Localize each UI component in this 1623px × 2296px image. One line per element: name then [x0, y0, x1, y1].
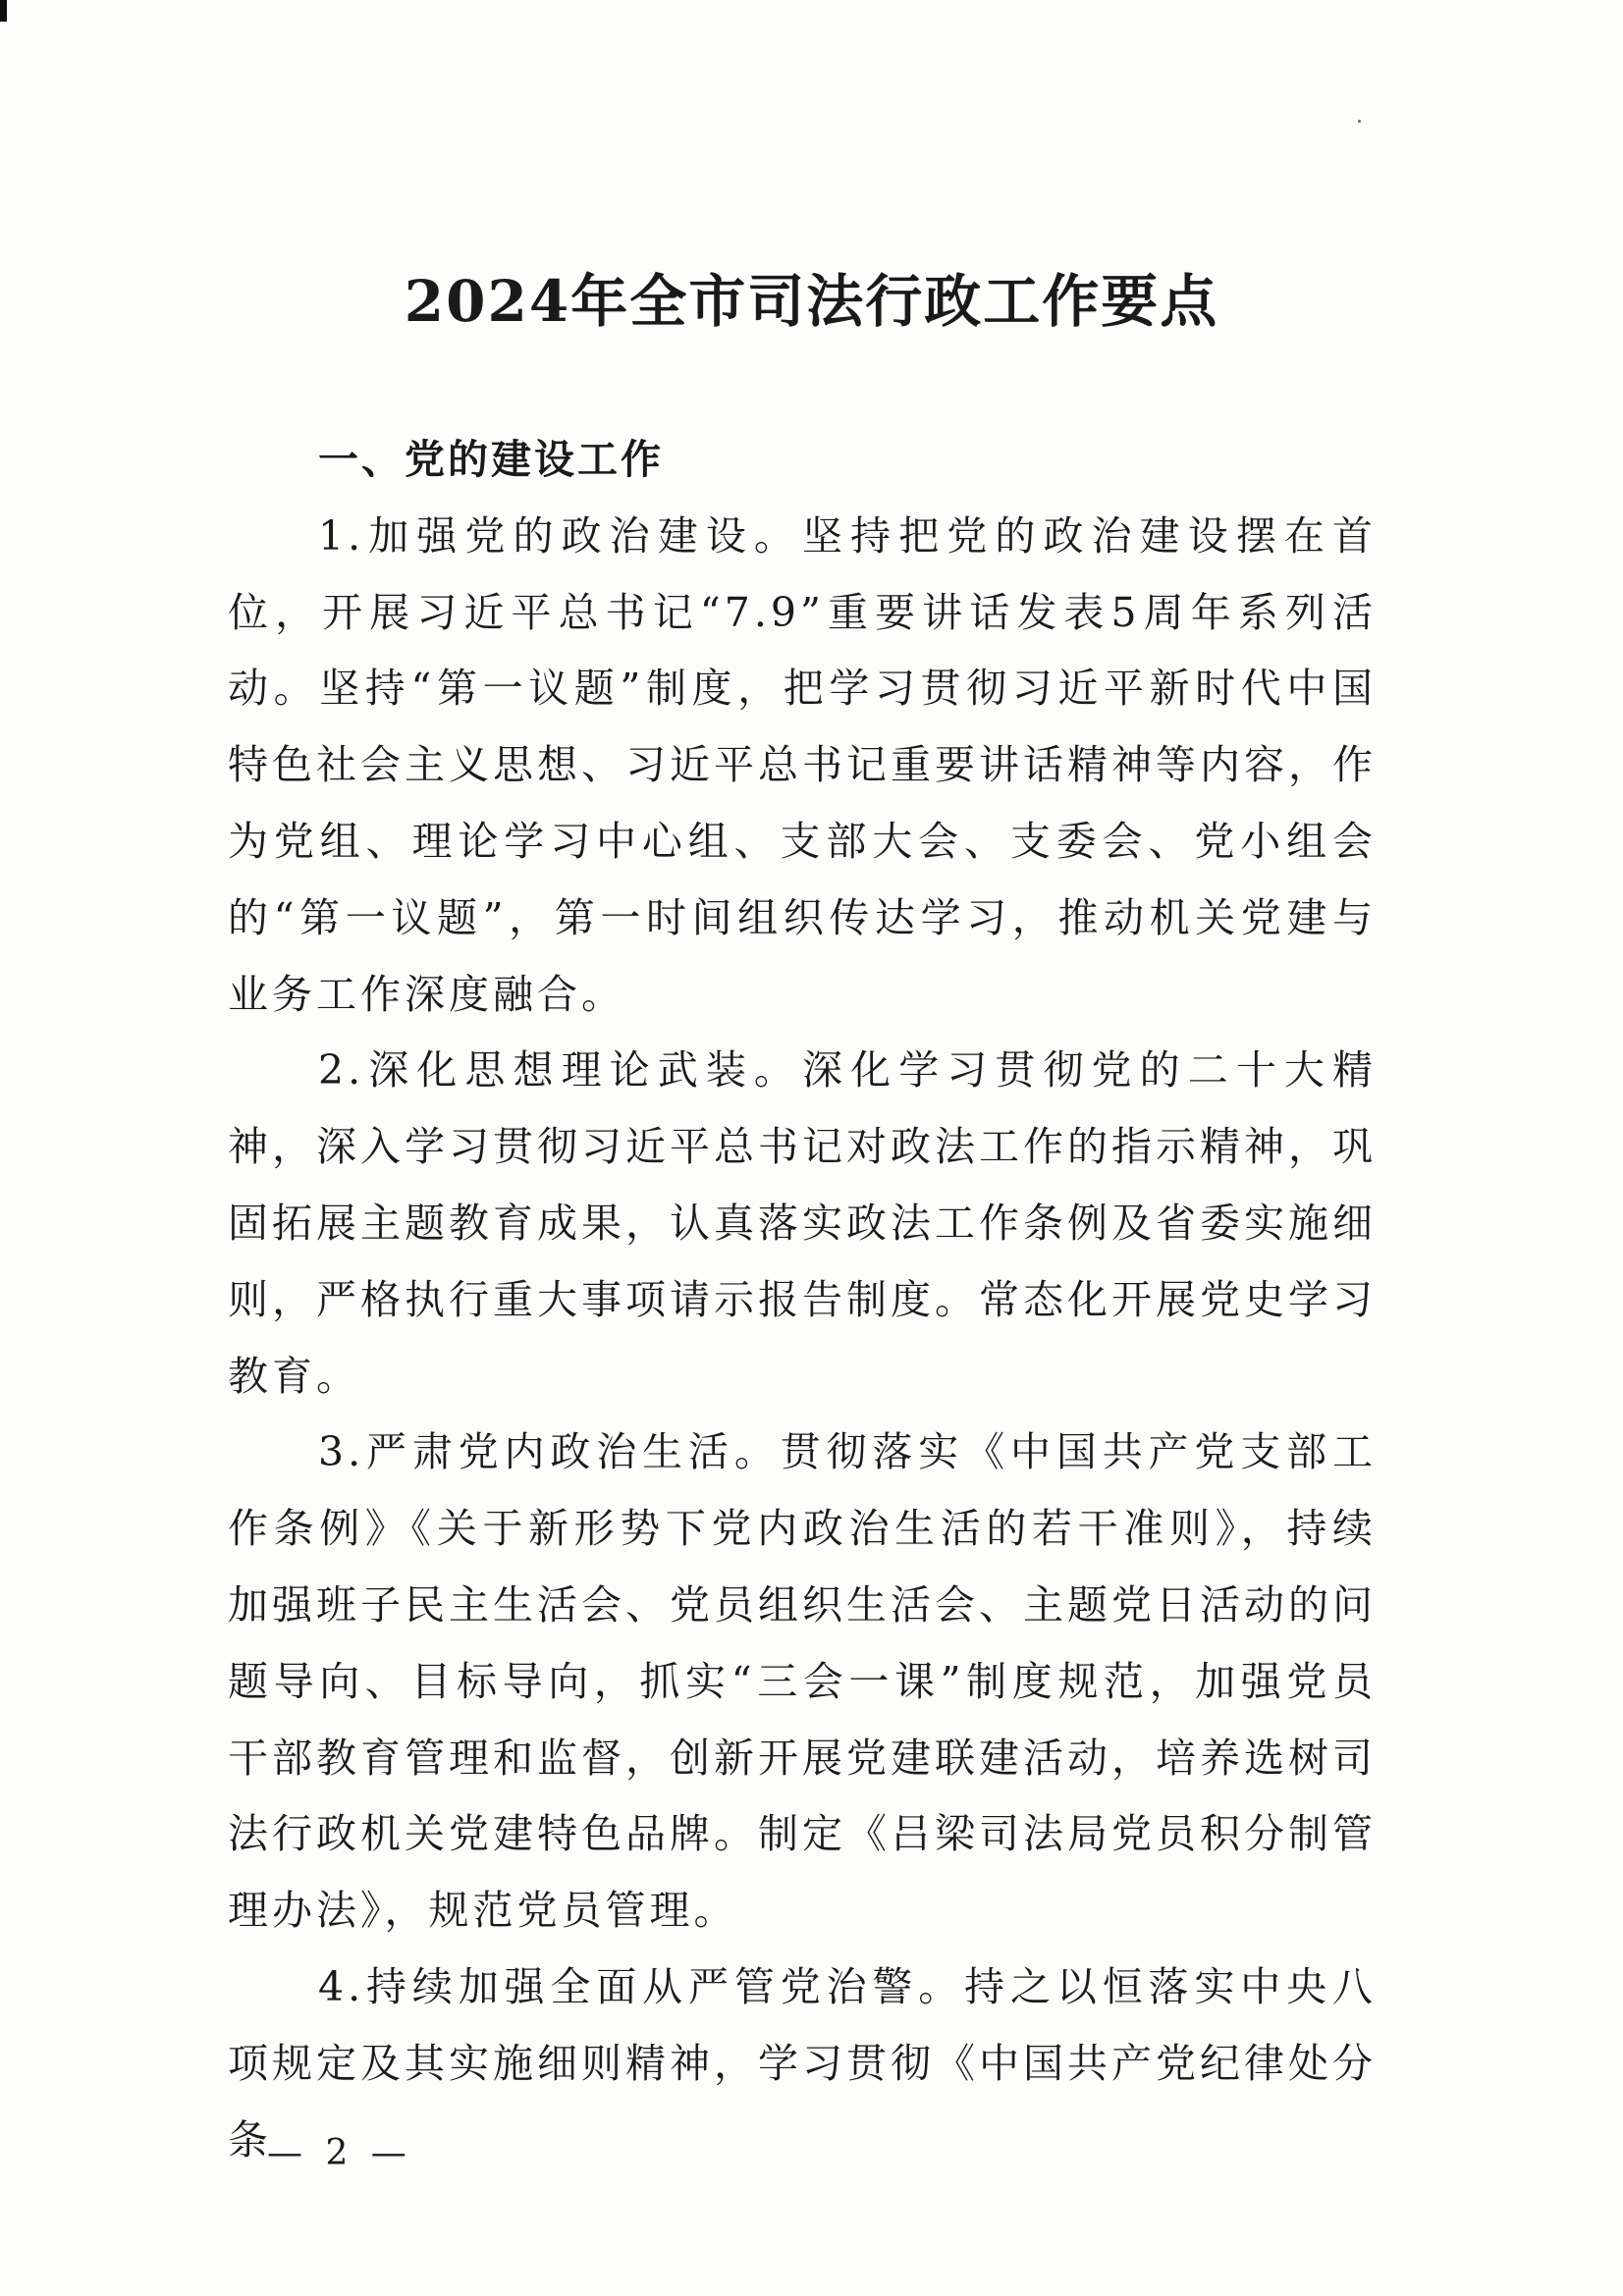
document-body: [228, 422, 1377, 2178]
document-title: 2024年全市司法行政工作要点: [404, 268, 1219, 335]
paragraph-4: 4.持续加强全面从严管党治警。持之以恒落实中央八项规定及其实施细则精神，学习贯彻《中国共产党纪律处分条: [228, 1962, 1377, 2163]
paragraph-1: 1.加强党的政治建设。坚持把党的政治建设摆在首位，开展习近平总书记“7.9”重要讲话发表5周年系列活动。坚持“第一议题”制度，把学习贯彻习近平新时代中国特色社会主义思想、习近平总书记重要讲话精神等内容，作为党组、理论学习中心组、支部大会、支委会、党小组会的“第一议题”，第一时间组织传达学习，推动机关党建与业务工作深度融合。: [228, 511, 1377, 1018]
section-heading: 一、党的建设工作: [318, 436, 664, 483]
page-number: — 2 —: [267, 2133, 412, 2173]
scan-speck: [1358, 120, 1361, 123]
paragraph-2: 2.深化思想理论武装。深化学习贯彻党的二十大精神，深入学习贯彻习近平总书记对政法工作的指示精神，巩固拓展主题教育成果，认真落实政法工作条例及省委实施细则，严格执行重大事项请示报告制度。常态化开展党史学习教育。: [228, 1046, 1377, 1400]
scan-corner-mark: [0, 0, 7, 22]
paragraph-3: 3.严肃党内政治生活。贯彻落实《中国共产党支部工作条例》《关于新形势下党内政治生活的若干准则》，持续加强班子民主生活会、党员组织生活会、主题党日活动的问题导向、目标导向，抓实“三会一课”制度规范，加强党员干部教育管理和监督，创新开展党建联建活动，培养选树司法行政机关党建特色品牌。制定《吕梁司法局党员积分制管理办法》，规范党员管理。: [228, 1428, 1377, 1935]
